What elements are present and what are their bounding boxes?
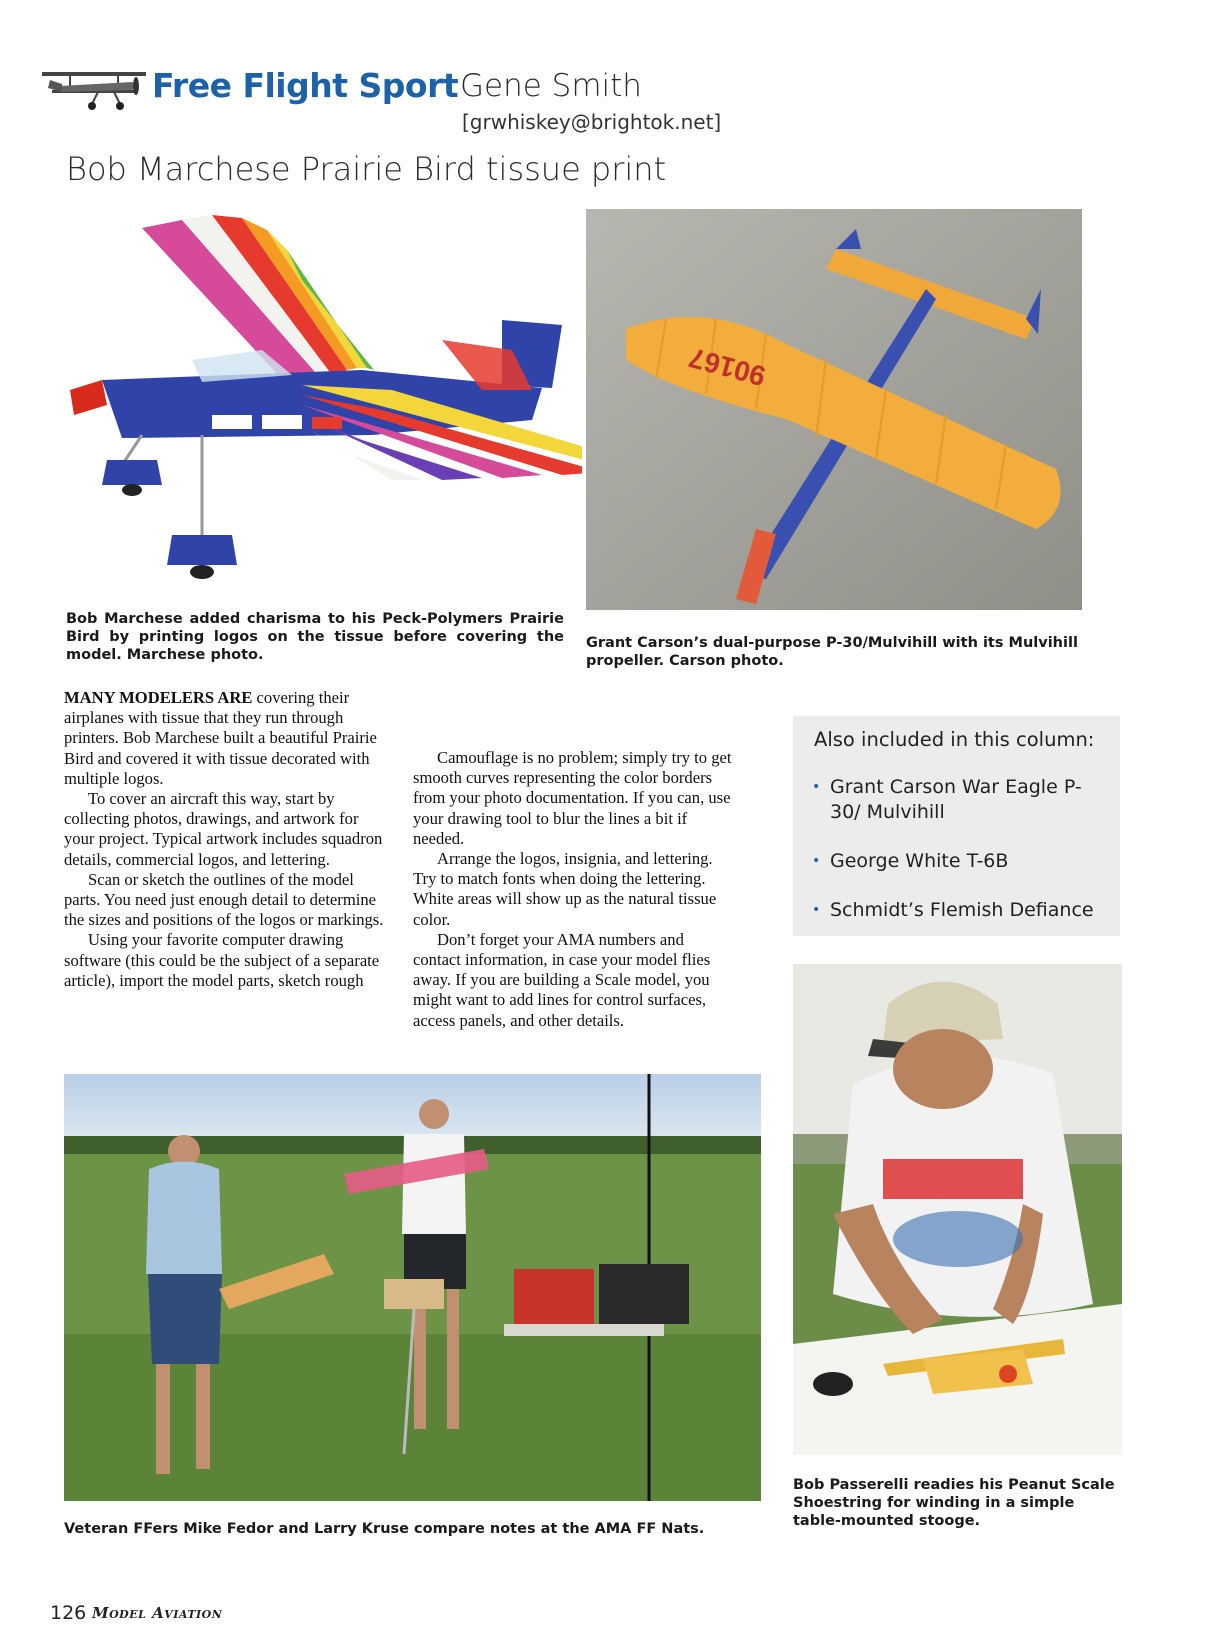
body-paragraph: Camouflage is no problem; simply try to get smooth curves representing the color borders from your photo documentation. If you can, use your drawing tool to blur the lines a bit if needed. <box>413 748 732 848</box>
article-headline: Bob Marchese Prairie Bird tissue print <box>66 150 667 188</box>
sidebar-item <box>812 849 1112 874</box>
author-name: Gene Smith <box>460 68 642 104</box>
body-paragraph <box>64 688 384 789</box>
bullet-icon: • <box>812 902 821 918</box>
body-paragraph: To cover an aircraft this way, start by collecting photos, drawings, and artwork for your project. Typical artwork includes squadron details, commercial logos, and lettering. <box>64 789 383 869</box>
carson-caption: Grant Carson’s dual-purpose P-30/Mulvihill with its Mulvihill propeller. Carson photo. <box>586 635 1078 669</box>
prairie-bird-photo <box>62 210 582 610</box>
biplane-logo-icon <box>40 62 148 112</box>
prairie-bird-model-icon <box>62 210 582 610</box>
bullet-icon: • <box>812 853 821 869</box>
body-paragraph: Scan or sketch the outlines of the model parts. You need just enough detail to determine the sizes and positions of the logos or markings. <box>64 869 384 930</box>
magazine-name: Model Aviation <box>92 1604 223 1622</box>
bullet-icon: • <box>812 779 821 795</box>
carson-p30-photo <box>586 209 1082 610</box>
body-paragraph: Arrange the logos, insignia, and lettering. Try to match fonts when doing the lettering. White areas will show up as the natural tissue color. <box>413 849 717 929</box>
body-paragraph-continued: Using your favorite computer drawing software (this could be the subject of a separate article), import the model parts, sketch rough <box>64 930 380 990</box>
body-paragraph: Don’t forget your AMA numbers and contact information, in case your model flies away. If you are building a Scale model, you might want to add lines for control surfaces, access panels, and other details. <box>413 929 711 1030</box>
sidebar-title: Also included in this column: <box>814 728 1095 751</box>
page-number: 126 <box>50 1602 87 1624</box>
lead-in: MANY MODELERS ARE <box>64 688 253 707</box>
sidebar-item-label: Schmidt’s Flemish Defiance <box>830 899 1094 921</box>
author-email: [grwhiskey@brightok.net] <box>462 110 722 134</box>
nats-field-photo <box>64 1074 761 1501</box>
prairie-bird-caption: Bob Marchese added charisma to his Peck-Polymers Prairie Bird by printing logos on the tissue before covering the model. Marchese photo. <box>66 611 564 663</box>
body-column-1 <box>64 688 384 991</box>
body-column-2 <box>413 688 733 1031</box>
wing-number: 90167 <box>685 341 769 392</box>
sidebar-item <box>812 898 1112 923</box>
sidebar-list <box>812 775 1112 947</box>
sidebar-item-label: George White T-6B <box>830 850 1009 872</box>
passerelli-caption: Bob Passerelli readies his Peanut Scale Shoestring for winding in a simple table-mounted stooge. <box>793 1477 1115 1529</box>
sidebar-item <box>812 775 1112 825</box>
column-title: Free Flight Sport <box>152 66 459 105</box>
body-paragraph-tail <box>413 688 733 748</box>
field-caption: Veteran FFers Mike Fedor and Larry Kruse compare notes at the AMA FF Nats. <box>64 1521 705 1537</box>
passerelli-photo <box>793 964 1122 1455</box>
paragraph-text: covering their airplanes with tissue that they run through printers. Bob Marchese built a beautiful Prairie Bird and covered it with tissue decorated with multiple logos. <box>64 688 377 788</box>
sidebar-item-label: Grant Carson War Eagle P-30/ Mulvihill <box>830 776 1082 823</box>
